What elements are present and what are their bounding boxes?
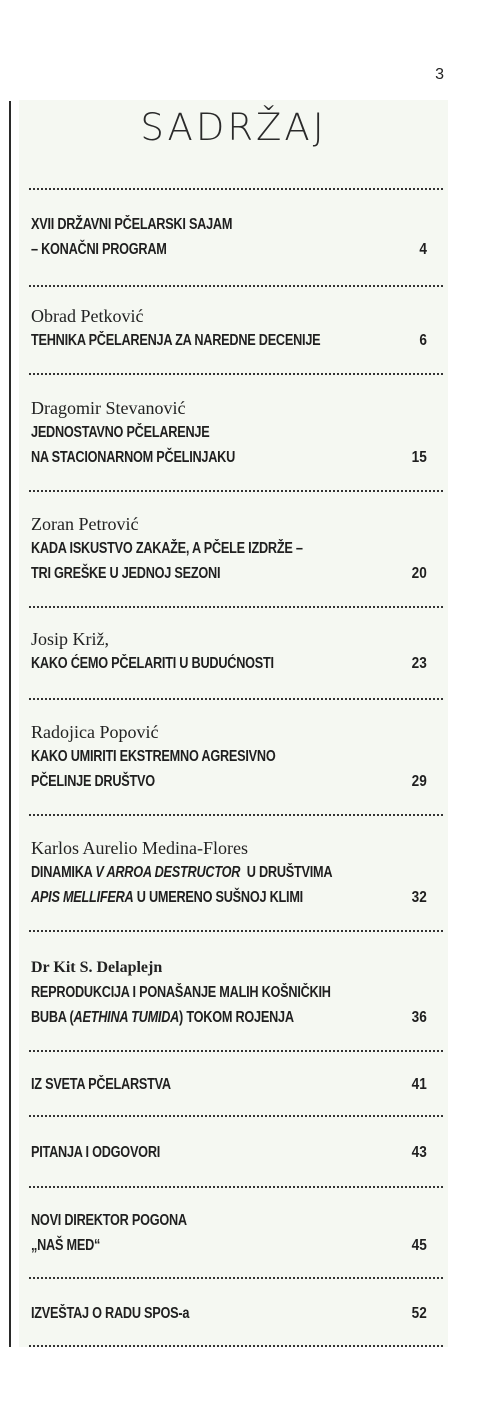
toc-entry[interactable] [29, 373, 443, 470]
toc-entry-title-line [31, 980, 331, 1005]
toc-entry-title [31, 744, 275, 794]
toc-entry-title-line [31, 860, 332, 885]
toc-entry-title-line: KAKO UMIRITI EKSTREMNO AGRESIVNO [31, 748, 276, 765]
title-fragment: ) TOKOM ROJENJA [179, 1009, 294, 1026]
toc-entry-title [31, 651, 274, 676]
toc-entry-title [31, 212, 232, 262]
toc-entry-author: Dr Kit S. Delaplejn [31, 959, 163, 976]
toc-entry-title-line: NOVI DIREKTOR POGONA [31, 1212, 187, 1229]
toc-entry-title [31, 1140, 160, 1165]
toc-entry-title [31, 328, 320, 353]
toc-entry[interactable] [29, 188, 443, 262]
toc-entry[interactable] [29, 698, 443, 794]
toc-entry-title-line: PITANJA I ODGOVORI [31, 1144, 161, 1161]
toc-entry[interactable] [29, 1277, 443, 1326]
toc-entry-page-number: 20 [411, 565, 427, 582]
title-italic-fragment: APIS MELLIFERA [31, 889, 134, 906]
toc-entry-page-number: 32 [411, 889, 427, 906]
toc-entry-title-line: PČELINJE DRUŠTVO [31, 773, 155, 790]
toc-entry-title-line: IZVEŠTAJ O RADU SPOS-a [31, 1305, 190, 1322]
title-fragment: U DRUŠTVIMA [240, 864, 333, 881]
toc-entry-title-line: – KONAČNI PROGRAM [31, 241, 167, 258]
title-fragment: REPRODUKCIJA I PONAŠANJE MALIH KOŠNIČKIH [31, 984, 331, 1001]
toc-entry-author: Karlos Aurelio Medina-Flores [31, 838, 248, 858]
toc-entry-page-number: 43 [411, 1144, 427, 1161]
toc-entry-title [31, 536, 303, 586]
toc-entry-author: Radojica Popović [31, 722, 159, 742]
title-italic-fragment: V ARROA DESTRUCTOR [95, 864, 241, 881]
toc-entry-title [31, 860, 332, 910]
title-fragment: BUBA ( [31, 1009, 74, 1026]
left-margin-rule [9, 101, 11, 1347]
dotted-divider [29, 1345, 443, 1347]
toc-entry-page-number: 4 [419, 241, 427, 258]
toc-entry-title [31, 1301, 189, 1326]
toc-entry-page-number: 23 [411, 655, 427, 672]
toc-entry[interactable] [29, 1186, 443, 1258]
title-fragment: DINAMIKA [31, 864, 96, 881]
toc-entry-title-line [31, 885, 332, 910]
toc-entry-page-number: 52 [411, 1305, 427, 1322]
toc-entry-title-line: TEHNIKA PČELARENJA ZA NAREDNE DECENIJE [31, 332, 321, 349]
toc-entry-author: Dragomir Stevanović [31, 398, 186, 418]
toc-entry[interactable] [29, 606, 443, 676]
title-italic-fragment: AETHINA TUMIDA [73, 1009, 180, 1026]
toc-entry-page-number: 6 [419, 332, 427, 349]
toc-entry-title-line: KADA ISKUSTVO ZAKAŽE, A PČELE IZDRŽE – [31, 540, 303, 557]
toc-entry[interactable] [29, 930, 443, 1030]
page-number: 3 [435, 66, 444, 83]
toc-entry-page-number: 15 [411, 449, 427, 466]
toc-entry-title-line: KAKO ĆEMO PČELARITI U BUDUĆNOSTI [31, 655, 274, 672]
toc-entry-title [31, 1208, 187, 1258]
toc-entry-author: Zoran Petrović [31, 514, 139, 534]
toc-entry-title-line: NA STACIONARNOM PČELINJAKU [31, 449, 236, 466]
toc-entry-title-line [31, 1005, 331, 1030]
toc-entry-author: Josip Križ, [31, 629, 109, 649]
toc-entry[interactable] [29, 490, 443, 586]
toc-entry[interactable] [29, 1115, 443, 1165]
title-fragment: U UMERENO SUŠNOJ KLIMI [133, 889, 303, 906]
toc-entry-title-line: JEDNOSTAVNO PČELARENJE [31, 424, 210, 441]
toc-entry-page-number: 45 [411, 1237, 427, 1254]
toc-entry-title [31, 420, 235, 470]
toc-entry-title-line: XVII DRŽAVNI PČELARSKI SAJAM [31, 216, 233, 233]
toc-entry-author: Obrad Petković [31, 306, 144, 326]
toc-entry-title-line: TRI GREŠKE U JEDNOJ SEZONI [31, 565, 221, 582]
contents-title: SADRŽAJ [140, 106, 327, 149]
toc-entry-title [31, 980, 331, 1030]
toc-entry-title-line: IZ SVETA PČELARSTVA [31, 1076, 171, 1093]
toc-entry[interactable] [29, 285, 443, 353]
toc-entry-page-number: 36 [411, 1009, 427, 1026]
toc-entry-page-number: 29 [411, 773, 427, 790]
toc-entry[interactable] [29, 1050, 443, 1097]
toc-entry-page-number: 41 [411, 1076, 427, 1093]
toc-entry-title-line: „NAŠ MED“ [31, 1237, 101, 1254]
toc-entry-title [31, 1072, 171, 1097]
toc-entry[interactable] [29, 814, 443, 910]
